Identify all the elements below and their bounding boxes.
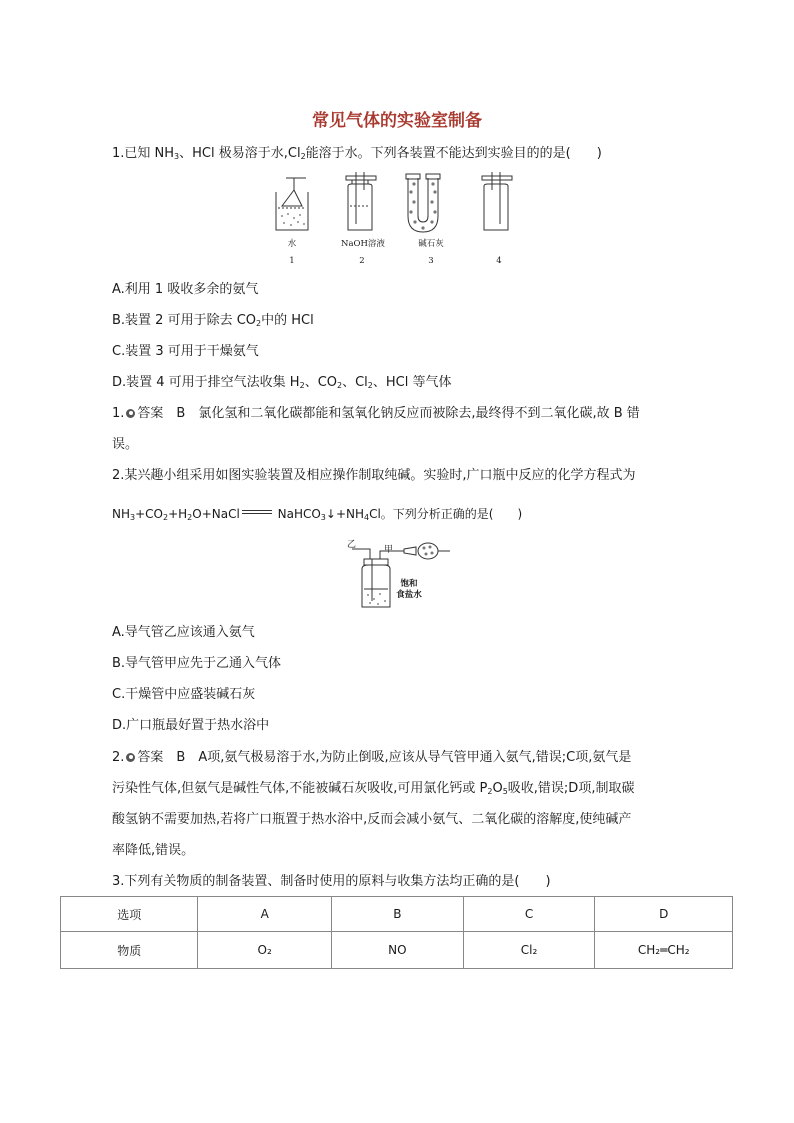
- fig1-num-3: 3: [428, 256, 434, 266]
- table-cell: D: [595, 897, 733, 932]
- q2-answer-line3: 酸氢钠不需要加热,若将广口瓶置于热水浴中,反而会减小氨气、二氧化碳的溶解度,使纯碱产: [112, 812, 632, 827]
- q1-apparatus-figure: [268, 172, 528, 268]
- q1-stem: 1.已知 $NH_3$、HCl 极易溶于水$,Cl_2$能溶于水。下列各装置不能达到实验目的的是( ): [112, 146, 602, 161]
- q1-option-b: B.装置 2 可用于除去 $CO_2$中的 HCl: [112, 313, 314, 328]
- q2-answer: 2. 答案 B A项,氨气极易溶于水,为防止倒吸,应该从导气管甲通入氨气,错误;C项,氨气是: [112, 750, 632, 765]
- q3-stem: 3.下列有关物质的制备装置、制备时使用的原料与收集方法均正确的是( ): [112, 874, 551, 889]
- label-yi: 乙: [347, 540, 357, 550]
- q2-option-d: D.广口瓶最好置于热水浴中: [112, 718, 270, 733]
- q1-option-a: A.利用 1 吸收多余的氨气: [112, 282, 259, 297]
- answer-icon: [126, 409, 135, 418]
- q2-option-c: C.干燥管中应盛装碱石灰: [112, 687, 256, 702]
- q2-answer-line4: 率降低,错误。: [112, 843, 195, 858]
- table-cell: CH₂═CH₂: [595, 932, 733, 969]
- table-cell: 选项: [61, 897, 198, 932]
- label-jia: 甲: [384, 545, 394, 555]
- q2-option-a: A.导气管乙应该通入氨气: [112, 625, 255, 640]
- q1-option-d: D.装置 4 可用于排空气法收集 $H_2$、$CO_2$、$Cl_2$、HCl 等气体: [112, 375, 452, 390]
- q1-answer: 1. 答案 B 氯化氢和二氧化碳都能和氢氧化钠反应而被除去,最终得不到二氧化碳,故 B 错: [112, 406, 640, 421]
- q2-answer-line2: 污染性气体,但氨气是碱性气体,不能被碱石灰吸收,可用氯化钙或 $P_2O_5$吸收,错误;D项,制取碳: [112, 781, 635, 796]
- table-cell: Cl₂: [463, 932, 595, 969]
- page-title: 常见气体的实验室制备: [312, 111, 482, 131]
- fig1-label-2: NaOH溶液: [341, 239, 385, 249]
- fig1-label-3: 碱石灰: [418, 239, 444, 249]
- table-cell: C: [463, 897, 595, 932]
- fig1-num-1: 1: [289, 256, 295, 266]
- q2-equation: $NH_3+CO_2+H_2O+NaCl$ NaHCO$_3$↓+NH4Cl。下列分析正确的是( ): [112, 507, 523, 522]
- table-cell: NO: [331, 932, 463, 969]
- q2-apparatus-figure: [344, 537, 454, 613]
- fig1-num-4: 4: [496, 256, 502, 266]
- answer-icon: [126, 753, 135, 762]
- q1-option-c: C.装置 3 可用于干燥氨气: [112, 344, 259, 359]
- fig1-num-2: 2: [359, 256, 365, 266]
- label-brine: 食盐水: [396, 590, 422, 600]
- table-cell: 物质: [61, 932, 198, 969]
- q2-stem: 2.某兴趣小组采用如图实验装置及相应操作制取纯碱。实验时,广口瓶中反应的化学方程式为: [112, 468, 636, 483]
- fig1-label-1: 水: [287, 239, 297, 249]
- q2-option-b: B.导气管甲应先于乙通入气体: [112, 656, 282, 671]
- table-row: [61, 932, 733, 969]
- label-saturated: 饱和: [400, 579, 418, 589]
- table-cell: A: [198, 897, 332, 932]
- table-cell: O₂: [198, 932, 332, 969]
- table-cell: B: [331, 897, 463, 932]
- q1-answer-cont: 误。: [112, 437, 139, 452]
- table-header-row: [61, 897, 733, 932]
- q3-table: [60, 896, 733, 969]
